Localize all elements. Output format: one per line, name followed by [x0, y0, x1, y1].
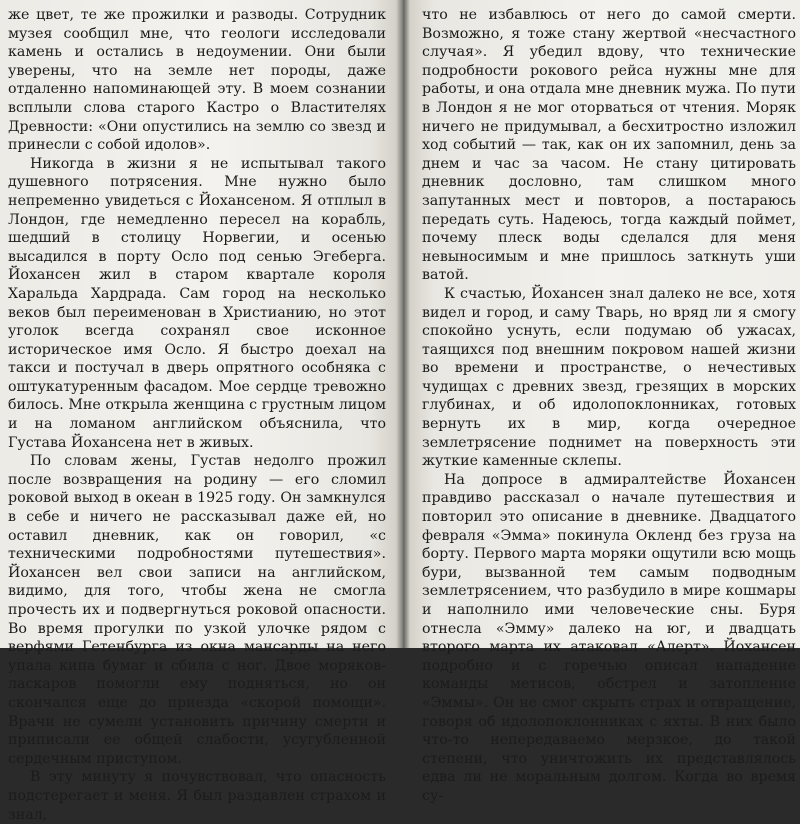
right-page: [402, 0, 800, 804]
paragraph: На допросе в адмиралтействе Йохансен правдиво рассказал о начале путешествия и повторил это описание в дневнике. Двадцатого февраля «Эмма» покинула Окленд без груза на борту. Первого марта моряки ощутили всю мощь бури, вызванной тем самым подводным землетрясением, что разбудило в мире кошмары и наполнило ими человеческие сны. Буря отнесла «Эмму» далеко на юг, и двадцать второго марта их атаковал «Алерт». Йохансен подробно и с горечью описал нападение команды метисов, обстрел и затопление «Эммы». Он не смог скрыть страх и отвращение, говоря об идолопоклонниках с яхты. В них было что-то непередаваемо мерзкое, до такой степени, что уничтожить их представлялось едва ли не моральным долгом. Когда во время су-: [422, 471, 796, 804]
paragraph: Никогда в жизни я не испытывал такого душевного потрясения. Мне нужно было непременно увидеться с Йохансеном. Я отплыл в Лондон, где немедленно пересел на корабль, шедший в столицу Норвегии, и осенью высадился в порту Осло под сенью Эгеберга. Йохансен жил в старом квартале короля Харальда Хардрада. Сам город на несколько веков был переименован в Христианию, но этот уголок всегда сохранял свое исконное историческое имя Осло. Я быстро доехал на такси и постучал в дверь опрятного особняка с оштукатуренным фасадом. Мое сердце тревожно билось. Мне открыла женщина с грустным лицом и на ломаном английском объяснила, что Густава Йохансена нет в живых.: [8, 155, 386, 451]
paragraph: что не избавлюсь от него до самой смерти. Возможно, я тоже стану жертвой «несчастного случая». Я убедил вдову, что технические подробности рокового рейса нужны мне для работы, и она отдала мне дневник мужа. По пути в Лондон я не мог оторваться от чтения. Моряк ничего не придумывал, а бесхитростно изложил ход событий — так, как он их запомнил, день за днем и час за часом. Не стану цитировать дневник дословно, там слишком много запутанных мест и повторов, а постараюсь передать суть. Надеюсь, тогда каждый поймет, почему плеск воды сделался для меня невыносимым и мне пришлось заткнуть уши ватой.: [422, 7, 796, 284]
right-page-text: [422, 6, 796, 806]
paragraph: же цвет, те же прожилки и разводы. Сотрудник музея сообщил мне, что геологи исследовали камень и остались в недоумении. Они были уверены, что на земле нет породы, даже отдаленно напоминающей эту. В моем сознании всплыли слова старого Кастро о Властителях Древности: «Они опустились на землю со звезд и принесли с собой идолов».: [8, 7, 386, 154]
book-gutter-shadow: [396, 0, 410, 648]
paragraph: По словам жены, Густав недолго прожил после возвращения на родину — его сломил роковой выход в океан в 1925 году. Он замкнулся в себе и ничего не рассказывал даже ей, но оставил дневник, как он говорил, «с техническими подробностями путешествия». Йохансен вел свои записи на английском, видимо, для того, чтобы жена не смогла прочесть их и подвергнуться роковой опасности. Во время прогулки по узкой улочке рядом с верфями Гетенбурга из окна мансарды на него упала кипа бумаг и сбила с ног. Двое моряков-ласкаров помогли ему подняться, но он скончался еще до приезда «скорой помощи». Врачи не сумели установить причину смерти и приписали ее общей слабости, усугубленной сердечным приступом.: [8, 453, 386, 767]
left-page-text: [8, 6, 386, 824]
paragraph: К счастью, Йохансен знал далеко не все, хотя видел и город, и саму Тварь, но вряд ли я смогу спокойно уснуть, если подумаю об ужасах, таящихся под внешним покровом нашей жизни во времени и пространстве, о нечестивых чудищах с древних звезд, грезящих в морских глубинах, и об идолопоклонниках, готовых вернуть их в мир, когда очередное землетрясение поднимет на поверхность эти жуткие каменные склепы.: [422, 285, 796, 470]
paragraph: В эту минуту я почувствовал, что опасность подстерегает и меня. Я был раздавлен страхом и знал,: [8, 769, 386, 823]
